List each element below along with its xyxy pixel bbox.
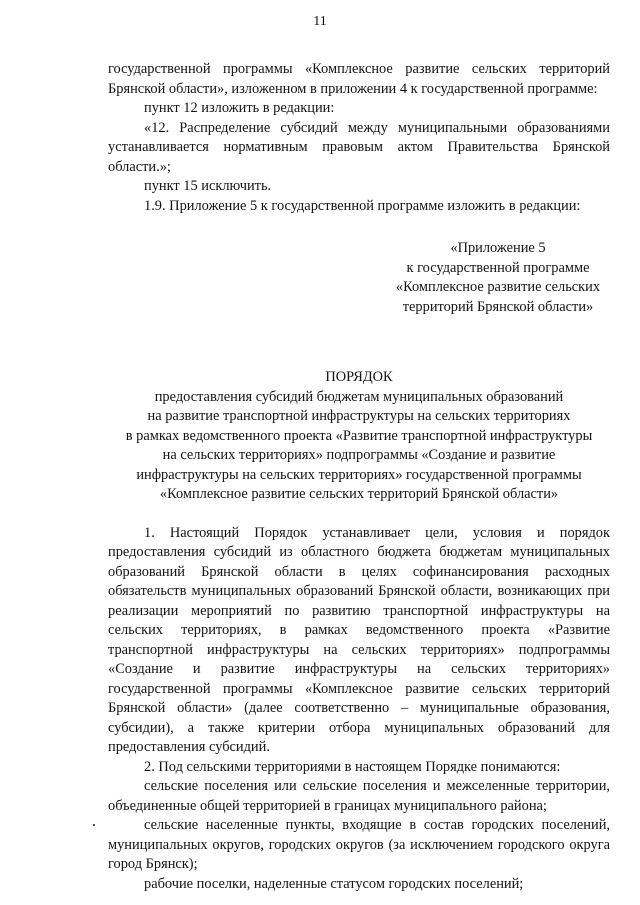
subtitle-line: «Комплексное развитие сельских территорий Брянской области» [159,486,559,502]
appendix-line: к государственной программе [406,259,590,276]
document-title: ПОРЯДОК [325,369,393,385]
appendix-line: «Приложение 5 [450,240,546,256]
page-number: 11 [313,14,327,29]
intro-paragraph-2: пункт 12 изложить в редакции: [144,100,335,116]
subtitle-line: предоставления субсидий бюджетам муниципальных образований [154,388,564,405]
appendix-line: территорий Брянской области» [402,298,594,315]
scan-speck [93,824,95,826]
body-paragraph-1: 1. Настоящий Порядок устанавливает цели, условия и порядок предоставления субсидий из областного бюджета бюджетам муниципальных образований Брянской области в целях софинансирования расходных обязательств муниципальных образований Брянской области, возникающих при реализации мероприятий по развитию транспортной инфраструктуры на сельских территориях, в рамках ведомственного проекта «Развитие транспортной инфраструктуры на сельских территориях» подпрограммы «Создание и развитие инфраструктуры на сельских территориях» государственной программы «Комплексное развитие сельских территорий Брянской области» (далее соответственно – муниципальные образования, субсидии), а также критерии отбора муниципальных образований для предоставления субсидий. [108,524,610,755]
intro-paragraph-3: «12. Распределение субсидий между муниципальными образованиями устанавливается нормативным правовым актом Правительства Брянской области.»; [108,119,610,175]
body-paragraph-3: сельские поселения или сельские поселения и межселенные территории, объединенные общей территорией в границах муниципального района; [108,778,610,814]
document-content [108,60,610,894]
document-subtitle [108,388,610,505]
subtitle-line: инфраструктуры на сельских территориях» государственной программы [136,466,582,483]
subtitle-line: на развитие транспортной инфраструктуры на сельских территориях [147,408,571,424]
subtitle-line: в рамках ведомственного проекта «Развитие транспортной инфраструктуры [125,427,593,444]
subtitle-line: на сельских территориях» подпрограммы «Создание и развитие [162,447,556,463]
body-paragraph-2: 2. Под сельскими территориями в настоящем Порядке понимаются: [144,758,561,775]
appendix-line: «Комплексное развитие сельских [395,279,601,295]
appendix-reference [387,239,609,317]
intro-paragraph-5: 1.9. Приложение 5 к государственной программе изложить в редакции: [144,197,581,214]
body-paragraph-5: рабочие поселки, наделенные статусом городских поселений; [144,875,524,892]
body-paragraph-4: сельские населенные пункты, входящие в состав городских поселений, муниципальных округов, городских округов (за исключением городского округа город Брянск); [108,817,610,872]
intro-paragraph-4: пункт 15 исключить. [144,178,272,194]
intro-paragraph-1: государственной программы «Комплексное развитие сельских территорий Брянской области», изложенном в приложении 4 к государственной программе: [108,61,610,97]
